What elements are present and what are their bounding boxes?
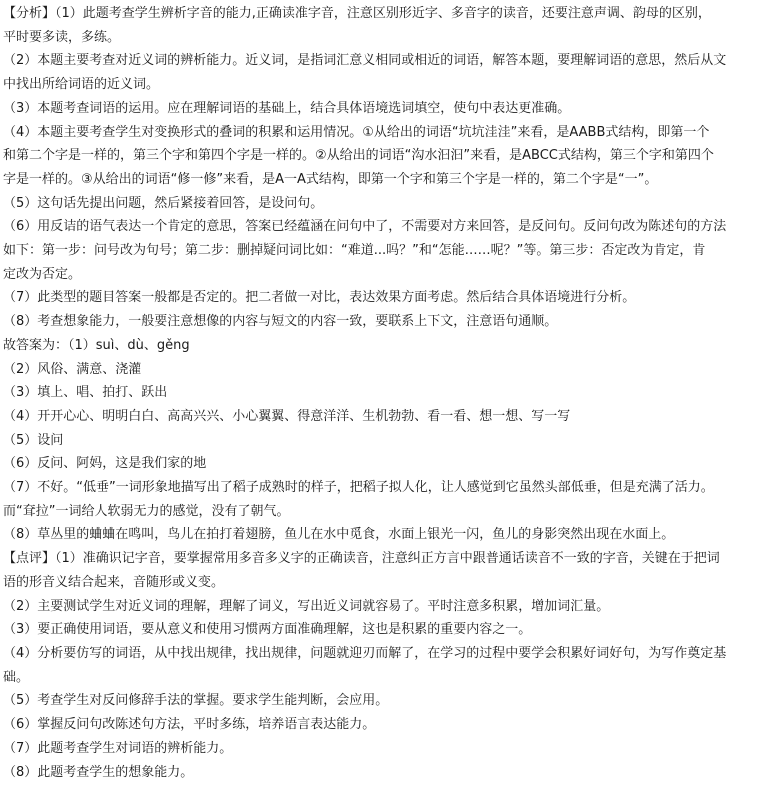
text-line: （3）本题考查词语的运用。应在理解词语的基础上，结合具体语境选词填空，使句中表达更准确。 — [3, 100, 571, 116]
comment-line: （3）要正确使用词语，要从意义和使用习惯两方面准确理解，这也是积累的重要内容之一。 — [3, 622, 532, 638]
comment-line: （7）此题考查学生对词语的辨析能力。 — [3, 740, 233, 756]
text-line: 平时要多读，多练。 — [3, 29, 121, 45]
comment-line: （2）主要测试学生对近义词的理解，理解了词义，写出近义词就容易了。平时注意多积累，增加词汇量。 — [3, 598, 610, 614]
text-line: 字是一样的。③从给出的词语“修一修”来看，是A一A式结构，即第一个字和第三个字是一样的，第二个字是“一”。 — [3, 171, 658, 187]
text-line: 如下：第一步：问号改为句号；第二步：删掉疑问词比如：“难道...吗？”和“怎能……呢？”等。第三步：否定改为肯定，肯 — [3, 243, 706, 259]
text-line: （7）此类型的题目答案一般都是否定的。把二者做一对比，表达效果方面考虑。然后结合具体语境进行分析。 — [3, 290, 636, 306]
answer-line: （3）填上、唱、拍打、跃出 — [3, 385, 168, 401]
answer-line: （7）不好。“低垂”一词形象地描写出了稻子成熟时的样子，把稻子拟人化，让人感觉到它虽然头部低垂，但是充满了活力。 — [3, 480, 714, 496]
text-line: 和第二个字是一样的，第三个字和第四个字是一样的。②从给出的词语“沟水汩汩”来看，是ABCC式结构，第三个字和第四个 — [3, 148, 714, 164]
comment-line: 语的形音义结合起来，音随形或义变。 — [3, 574, 225, 590]
text-line: 【分析】（1）此题考查学生辨析字音的能力,正确读准字音，注意区别形近字、多音字的读音，还要注意声调、韵母的区别， — [3, 6, 711, 21]
answer-line: 而“耷拉”一词给人软弱无力的感觉，没有了朝气。 — [3, 503, 290, 519]
answer-line: （5）设问 — [3, 432, 64, 448]
comment-line: （6）掌握反问句改陈述句方法，平时多练，培养语言表达能力。 — [3, 717, 376, 733]
comment-line: （8）此题考查学生的想象能力。 — [3, 764, 194, 780]
answer-line: （2）风俗、满意、浇灌 — [3, 361, 142, 377]
text-line: 中找出所给词语的近义词。 — [3, 77, 160, 93]
answer-line: 故答案为：（1）suì、dù、gěng — [3, 337, 190, 353]
text-line: （5）这句话先提出问题，然后紧接着回答，是设问句。 — [3, 195, 324, 211]
comment-line: （4）分析要仿写的词语，从中找出规律，找出规律，问题就迎刃而解了，在学习的过程中要学会积累好词好句，为写作奠定基 — [3, 645, 727, 661]
comment-line: （5）考查学生对反问修辞手法的掌握。要求学生能判断，会应用。 — [3, 693, 389, 709]
answer-line: （8）草丛里的蛐蛐在鸣叫，鸟儿在拍打着翅膀，鱼儿在水中觅食，水面上银光一闪，鱼儿的身影突然出现在水面上。 — [3, 527, 675, 543]
answer-line: （6）反问、阿妈，这是我们家的地 — [3, 456, 207, 472]
answer-line: （4）开开心心、明明白白、高高兴兴、小心翼翼、得意洋洋、生机勃勃、看一看、想一想、写一写 — [3, 408, 571, 424]
text-line: （8）考查想象能力，一般要注意想像的内容与短文的内容一致，要联系上下文，注意语句通顺。 — [3, 314, 558, 330]
text-line: 定改为否定。 — [3, 266, 82, 282]
text-line: （4）本题主要考查学生对变换形式的叠词的积累和运用情况。①从给出的词语“坑坑洼洼”来看，是AABB式结构，即第一个 — [3, 124, 710, 140]
comment-line: 【点评】（1）准确识记字音，要掌握常用多音多义字的正确读音，注意纠正方言中跟普通话读音不一致的字音，关键在于把词 — [3, 551, 720, 567]
text-line: （6）用反诘的语气表达一个肯定的意思，答案已经蕴涵在问句中了，不需要对方来回答，是反问句。反问句改为陈述句的方法 — [3, 219, 727, 235]
text-line: （2）本题主要考查对近义词的辨析能力。近义词，是指词汇意义相同或相近的词语，解答本题，要理解词语的意思，然后从文 — [3, 53, 727, 69]
comment-line: 础。 — [3, 669, 30, 685]
